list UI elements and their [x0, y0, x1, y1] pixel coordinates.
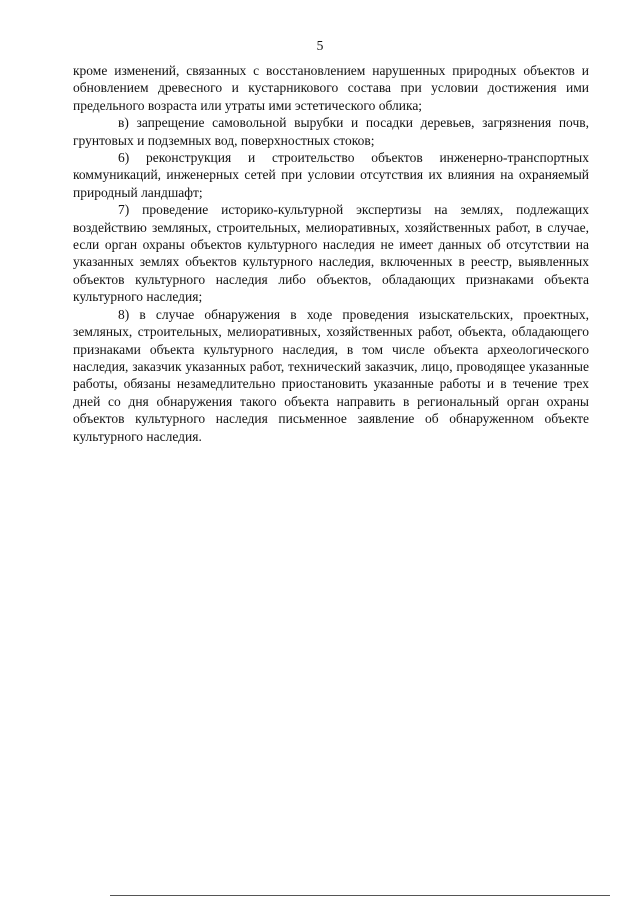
paragraph-item-v: в) запрещение самовольной вырубки и посадки деревьев, загрязнения почв, грунтовых и подземных вод, поверхностных стоков; — [73, 115, 589, 148]
paragraph-continuation: кроме изменений, связанных с восстановлением нарушенных природных объектов и обновлением древесного и кустарникового состава при условии достижения ими предельного возраста или утраты ими эстетического облика; — [73, 63, 589, 113]
paragraph-item-6: 6) реконструкция и строительство объектов инженерно-транспортных коммуникаций, инженерных сетей при условии отсутствия их влияния на охраняемый природный ландшафт; — [73, 150, 589, 200]
page-number: 5 — [316, 38, 324, 53]
paragraph-item-8: 8) в случае обнаружения в ходе проведения изыскательских, проектных, земляных, строительных, мелиоративных, хозяйственных работ, объекта, обладающего признаками объекта культурного наследия, в том числе объекта археологического наследия, заказчик указанных работ, технический заказчик, лицо, проводящее указанные работы, обязаны незамедлительно приостановить указанные работы и в течение трех дней со дня обнаружения такого объекта направить в региональный орган охраны объектов культурного наследия письменное заявление об обнаруженном объекте культурного наследия. — [73, 306, 589, 444]
paragraph-item-7: 7) проведение историко-культурной экспертизы на землях, подлежащих воздействию земляных, строительных, мелиоративных, хозяйственных работ, в случае, если орган охраны объектов культурного наследия не имеет данных об отсутствии на указанных землях объектов культурного наследия, включенных в реестр, выявленных объектов культурного наследия либо объектов, обладающих признаками объекта культурного наследия; — [73, 202, 589, 305]
document-body — [73, 62, 589, 445]
bottom-rule — [110, 895, 610, 896]
